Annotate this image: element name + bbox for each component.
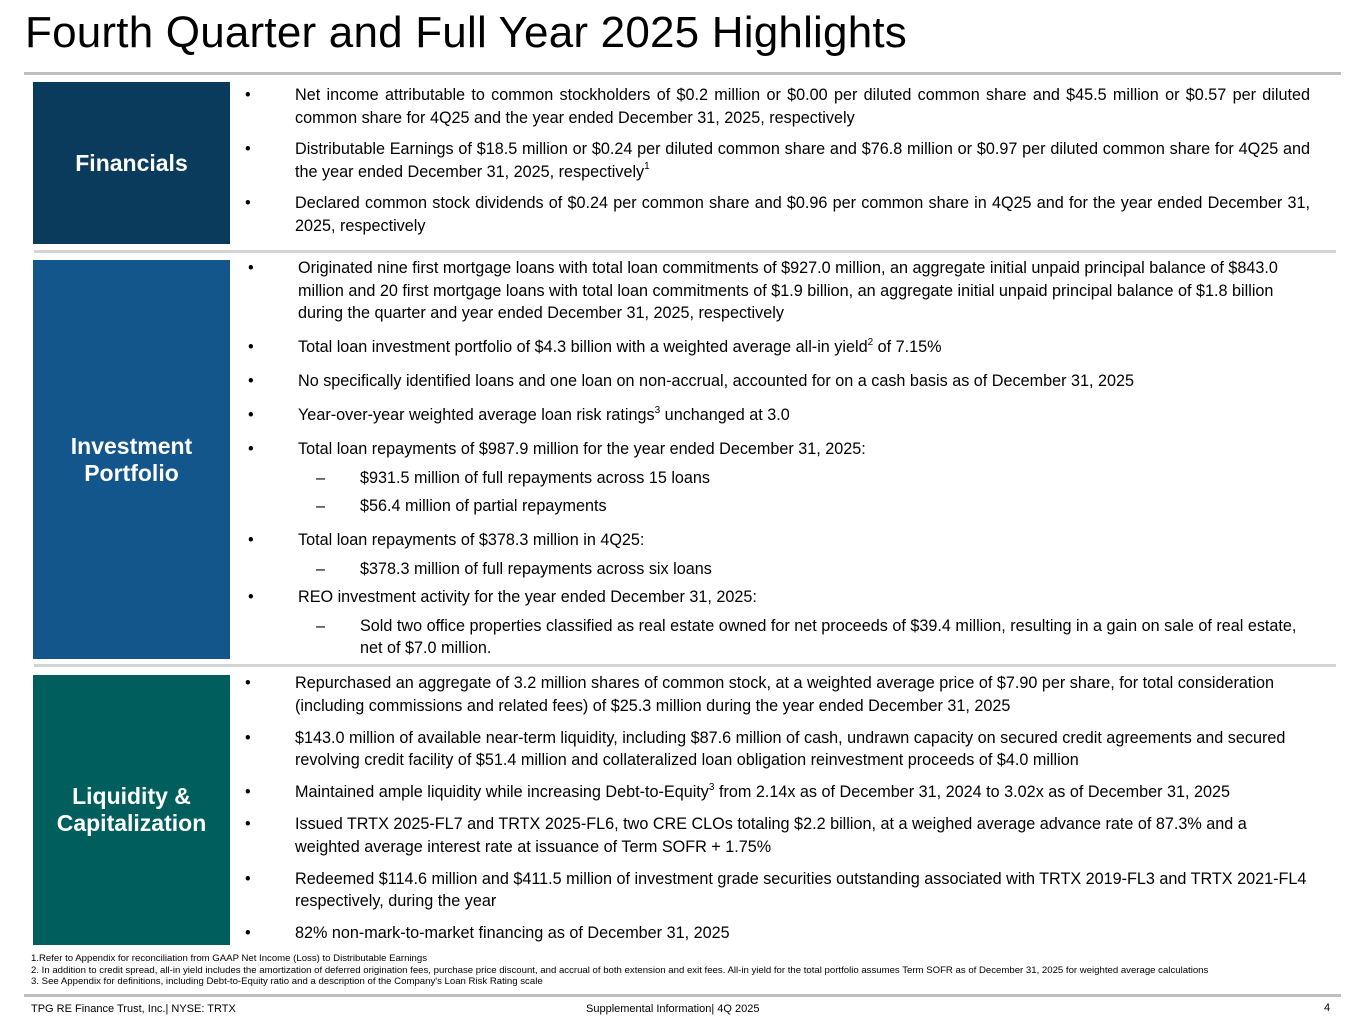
financials-label: Financials	[75, 149, 188, 176]
list-item: • Declared common stock dividends of $0.24 per common share and $0.96 per common share in 4Q25 and for the year ended December 31, 2025, respectively	[245, 194, 1310, 235]
bullet: •	[245, 815, 251, 833]
bullet: •	[245, 194, 251, 212]
list-item: • REO investment activity for the year ended December 31, 2025:	[243, 586, 1313, 609]
bullet: •	[245, 783, 251, 801]
dash: –	[316, 497, 326, 515]
footnote-2: 2. In addition to credit spread, all-in yield includes the amortization of deferred origination fees, purchase price discount, and accrual of both extension and exit fees. All-in yield for the total portfolio assumes Term SOFR as of December 31, 2025 for weighted average calculations	[31, 964, 1209, 976]
sub-list-item: – $56.4 million of partial repayments	[243, 495, 1313, 518]
section-divider	[34, 250, 1336, 253]
footnote-1: 1.Refer to Appendix for reconciliation from GAAP Net Income (Loss) to Distributable Earnings	[31, 953, 428, 964]
list-item: • $143.0 million of available near-term liquidity, including $87.6 million of cash, undrawn capacity on secured credit agreements and secured revolving credit facility of $51.4 million and collateralized loan obligation reinvestment proceeds of $4.0 million	[245, 728, 1286, 769]
bullet: •	[248, 372, 254, 390]
list-item: • Total loan repayments of $378.3 million in 4Q25:	[243, 529, 1313, 552]
list-item: • Redeemed $114.6 million and $411.5 million of investment grade securities outstanding associated with TRTX 2019-FL3 and TRTX 2021-FL4 respectively, during the year	[245, 869, 1307, 910]
list-item: • Net income attributable to common stockholders of $0.2 million or $0.00 per diluted common share and $45.5 million or $0.57 per diluted common share for 4Q25 and the year ended December 31, 2025, respectively	[245, 86, 1310, 127]
dash: –	[316, 559, 326, 578]
footer-center: Supplemental Information| 4Q 2025	[586, 1003, 760, 1015]
footer-company: TPG RE Finance Trust, Inc.| NYSE: TRTX	[31, 1003, 236, 1015]
page-title: Fourth Quarter and Full Year 2025 Highlights	[25, 8, 907, 57]
bullet: •	[248, 406, 254, 424]
investment-label-box	[33, 260, 230, 659]
page-number: 4	[1324, 1002, 1331, 1014]
list-item: • Distributable Earnings of $18.5 million or $0.24 per diluted common share and $76.8 million or $0.97 per diluted common share for 4Q25 and the year ended December 31, 2025, respectively$^1$	[245, 140, 1310, 181]
list-item: • Total loan repayments of $987.9 million for the year ended December 31, 2025:	[243, 438, 1313, 461]
liquidity-list	[240, 672, 1310, 954]
financials-label-box	[33, 82, 230, 244]
financials-list	[240, 84, 1310, 246]
list-item: • Repurchased an aggregate of 3.2 million shares of common stock, at a weighted average price of $7.90 per share, for total consideration (including commissions and related fees) of $25.3 million during the year ended December 31, 2025	[245, 674, 1275, 715]
dash: –	[316, 468, 326, 487]
footnote-ref: 3	[654, 404, 661, 416]
bullet: •	[245, 728, 251, 747]
sub-list-item: – Sold two office properties classified as real estate owned for net proceeds of $39.4 million, resulting in a gain on sale of real estate, net of $7.0 million.	[316, 616, 1297, 657]
list-item: • 82% non-mark-to-market financing as of December 31, 2025	[240, 922, 1310, 945]
footnote-ref: 1	[644, 161, 650, 173]
list-item: • Originated nine first mortgage loans with total loan commitments of $927.0 million, an aggregate initial unpaid principal balance of $843.0 million and 20 first mortgage loans with total loan commitments of $1.9 billion, an aggregate initial unpaid principal balance of $1.8 billion during the quarter and year ended December 31, 2025, respectively	[248, 259, 1278, 322]
list-item: • Issued TRTX 2025-FL7 and TRTX 2025-FL6, two CRE CLOs totaling $2.2 billion, at a weighed average advance rate of 87.3% and a weighted average interest rate at issuance of Term SOFR + 1.75%	[245, 815, 1247, 856]
list-item: • Maintained ample liquidity while increasing Debt-to-Equity$^3$ from 2.14x as of December 31, 2024 to 3.02x as of December 31, 2025	[240, 781, 1310, 804]
sub-list-item: – $931.5 million of full repayments across 15 loans	[243, 467, 1313, 490]
footer-rule	[24, 994, 1341, 997]
investment-label-line1: Investment	[70, 432, 193, 459]
footnote-ref: 2	[867, 336, 874, 348]
bullet: •	[248, 338, 254, 356]
list-item: • No specifically identified loans and one loan on non-accrual, accounted for on a cash basis as of December 31, 2025	[243, 370, 1313, 393]
bullet: •	[248, 531, 254, 549]
bullet: •	[245, 674, 251, 692]
dash: –	[316, 616, 326, 635]
footnote-3: 3. See Appendix for definitions, including Debt-to-Equity ratio and a description of the Company's Loan Risk Rating scale	[31, 976, 543, 987]
footnotes	[31, 953, 1208, 988]
bullet: •	[245, 140, 251, 158]
bullet: •	[245, 86, 251, 104]
section-divider	[34, 664, 1336, 667]
liquidity-label-line1: Liquidity &	[72, 783, 191, 809]
sub-list-item: – $378.3 million of full repayments across six loans	[243, 558, 1313, 581]
list-item: • Year-over-year weighted average loan risk ratings$^3$ unchanged at 3.0	[243, 404, 1313, 427]
footnote-ref: 3	[708, 781, 715, 793]
liquidity-label-box	[33, 675, 230, 945]
bullet: •	[248, 259, 254, 277]
investment-label-line2: Portfolio	[84, 459, 179, 486]
investment-list	[243, 257, 1313, 666]
list-item: • Total loan investment portfolio of $4.3 billion with a weighted average all-in yield$^2$ of 7.15%	[243, 336, 1313, 359]
bullet: •	[248, 588, 254, 606]
bullet: •	[245, 924, 251, 942]
bullet: •	[245, 869, 251, 888]
liquidity-label-line2: Capitalization	[56, 810, 207, 836]
title-rule	[24, 72, 1341, 75]
bullet: •	[248, 440, 254, 458]
